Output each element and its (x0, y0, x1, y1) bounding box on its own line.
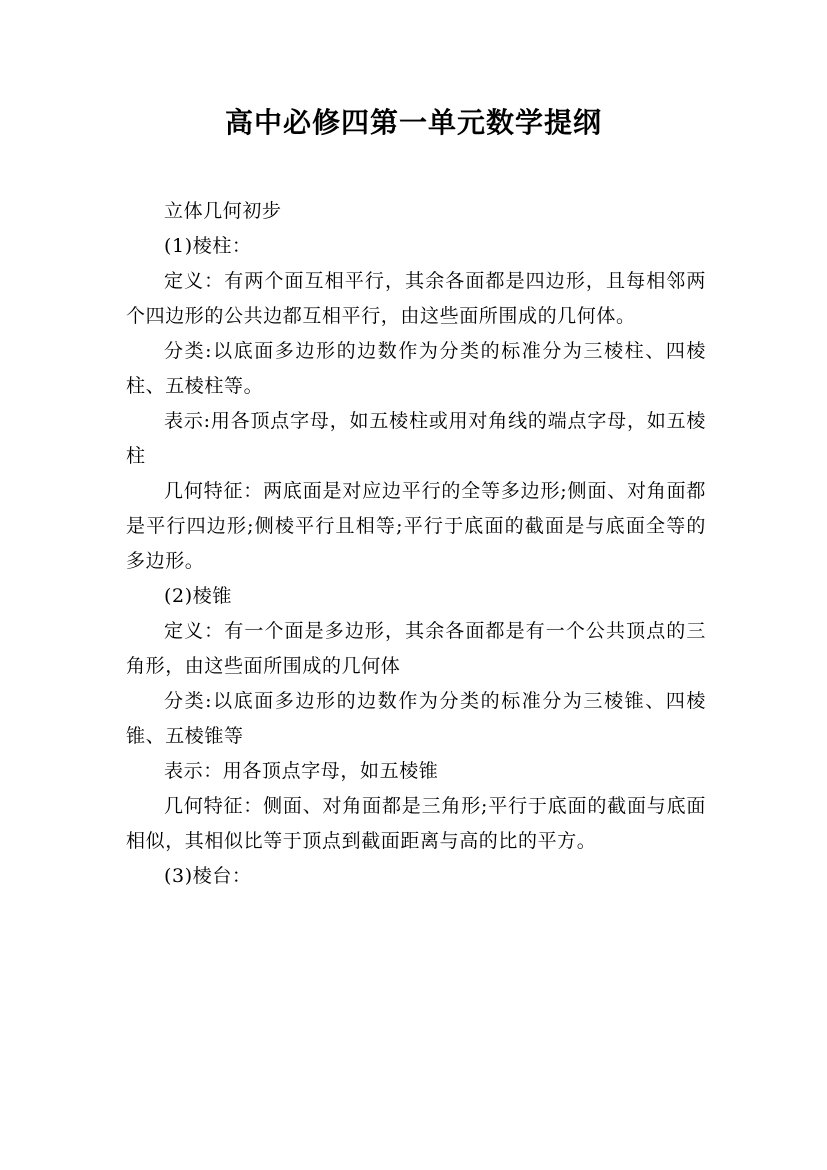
pyramid-definition: 定义：有一个面是多边形，其余各面都是有一个公共顶点的三角形，由这些面所围成的几何体 (126, 620, 706, 677)
subheading-frustum: (3)棱台： (164, 865, 252, 887)
document-body (126, 194, 706, 894)
pyramid-classification: 分类:以底面多边形的边数作为分类的标准分为三棱锥、四棱锥、五棱锥等 (126, 690, 706, 747)
pyramid-notation: 表示：用各顶点字母，如五棱锥 (164, 760, 439, 782)
pyramid-features: 几何特征：侧面、对角面都是三角形;平行于底面的截面与底面相似，其相似比等于顶点到截面距离与高的比的平方。 (126, 795, 706, 852)
prism-notation: 表示:用各顶点字母，如五棱柱或用对角线的端点字母，如五棱柱 (126, 410, 706, 467)
subheading-prism: (1)棱柱： (164, 235, 252, 257)
prism-features: 几何特征：两底面是对应边平行的全等多边形;侧面、对角面都是平行四边形;侧棱平行且相等;平行于底面的截面是与底面全等的多边形。 (126, 480, 706, 572)
subheading-pyramid: (2)棱锥 (164, 585, 232, 607)
prism-classification: 分类:以底面多边形的边数作为分类的标准分为三棱柱、四棱柱、五棱柱等。 (126, 340, 706, 397)
section-heading-solid-geometry: 立体几何初步 (164, 200, 282, 222)
document-title: 高中必修四第一单元数学提纲 (224, 106, 602, 139)
prism-definition: 定义：有两个面互相平行，其余各面都是四边形，且每相邻两个四边形的公共边都互相平行，由这些面所围成的几何体。 (126, 270, 706, 327)
